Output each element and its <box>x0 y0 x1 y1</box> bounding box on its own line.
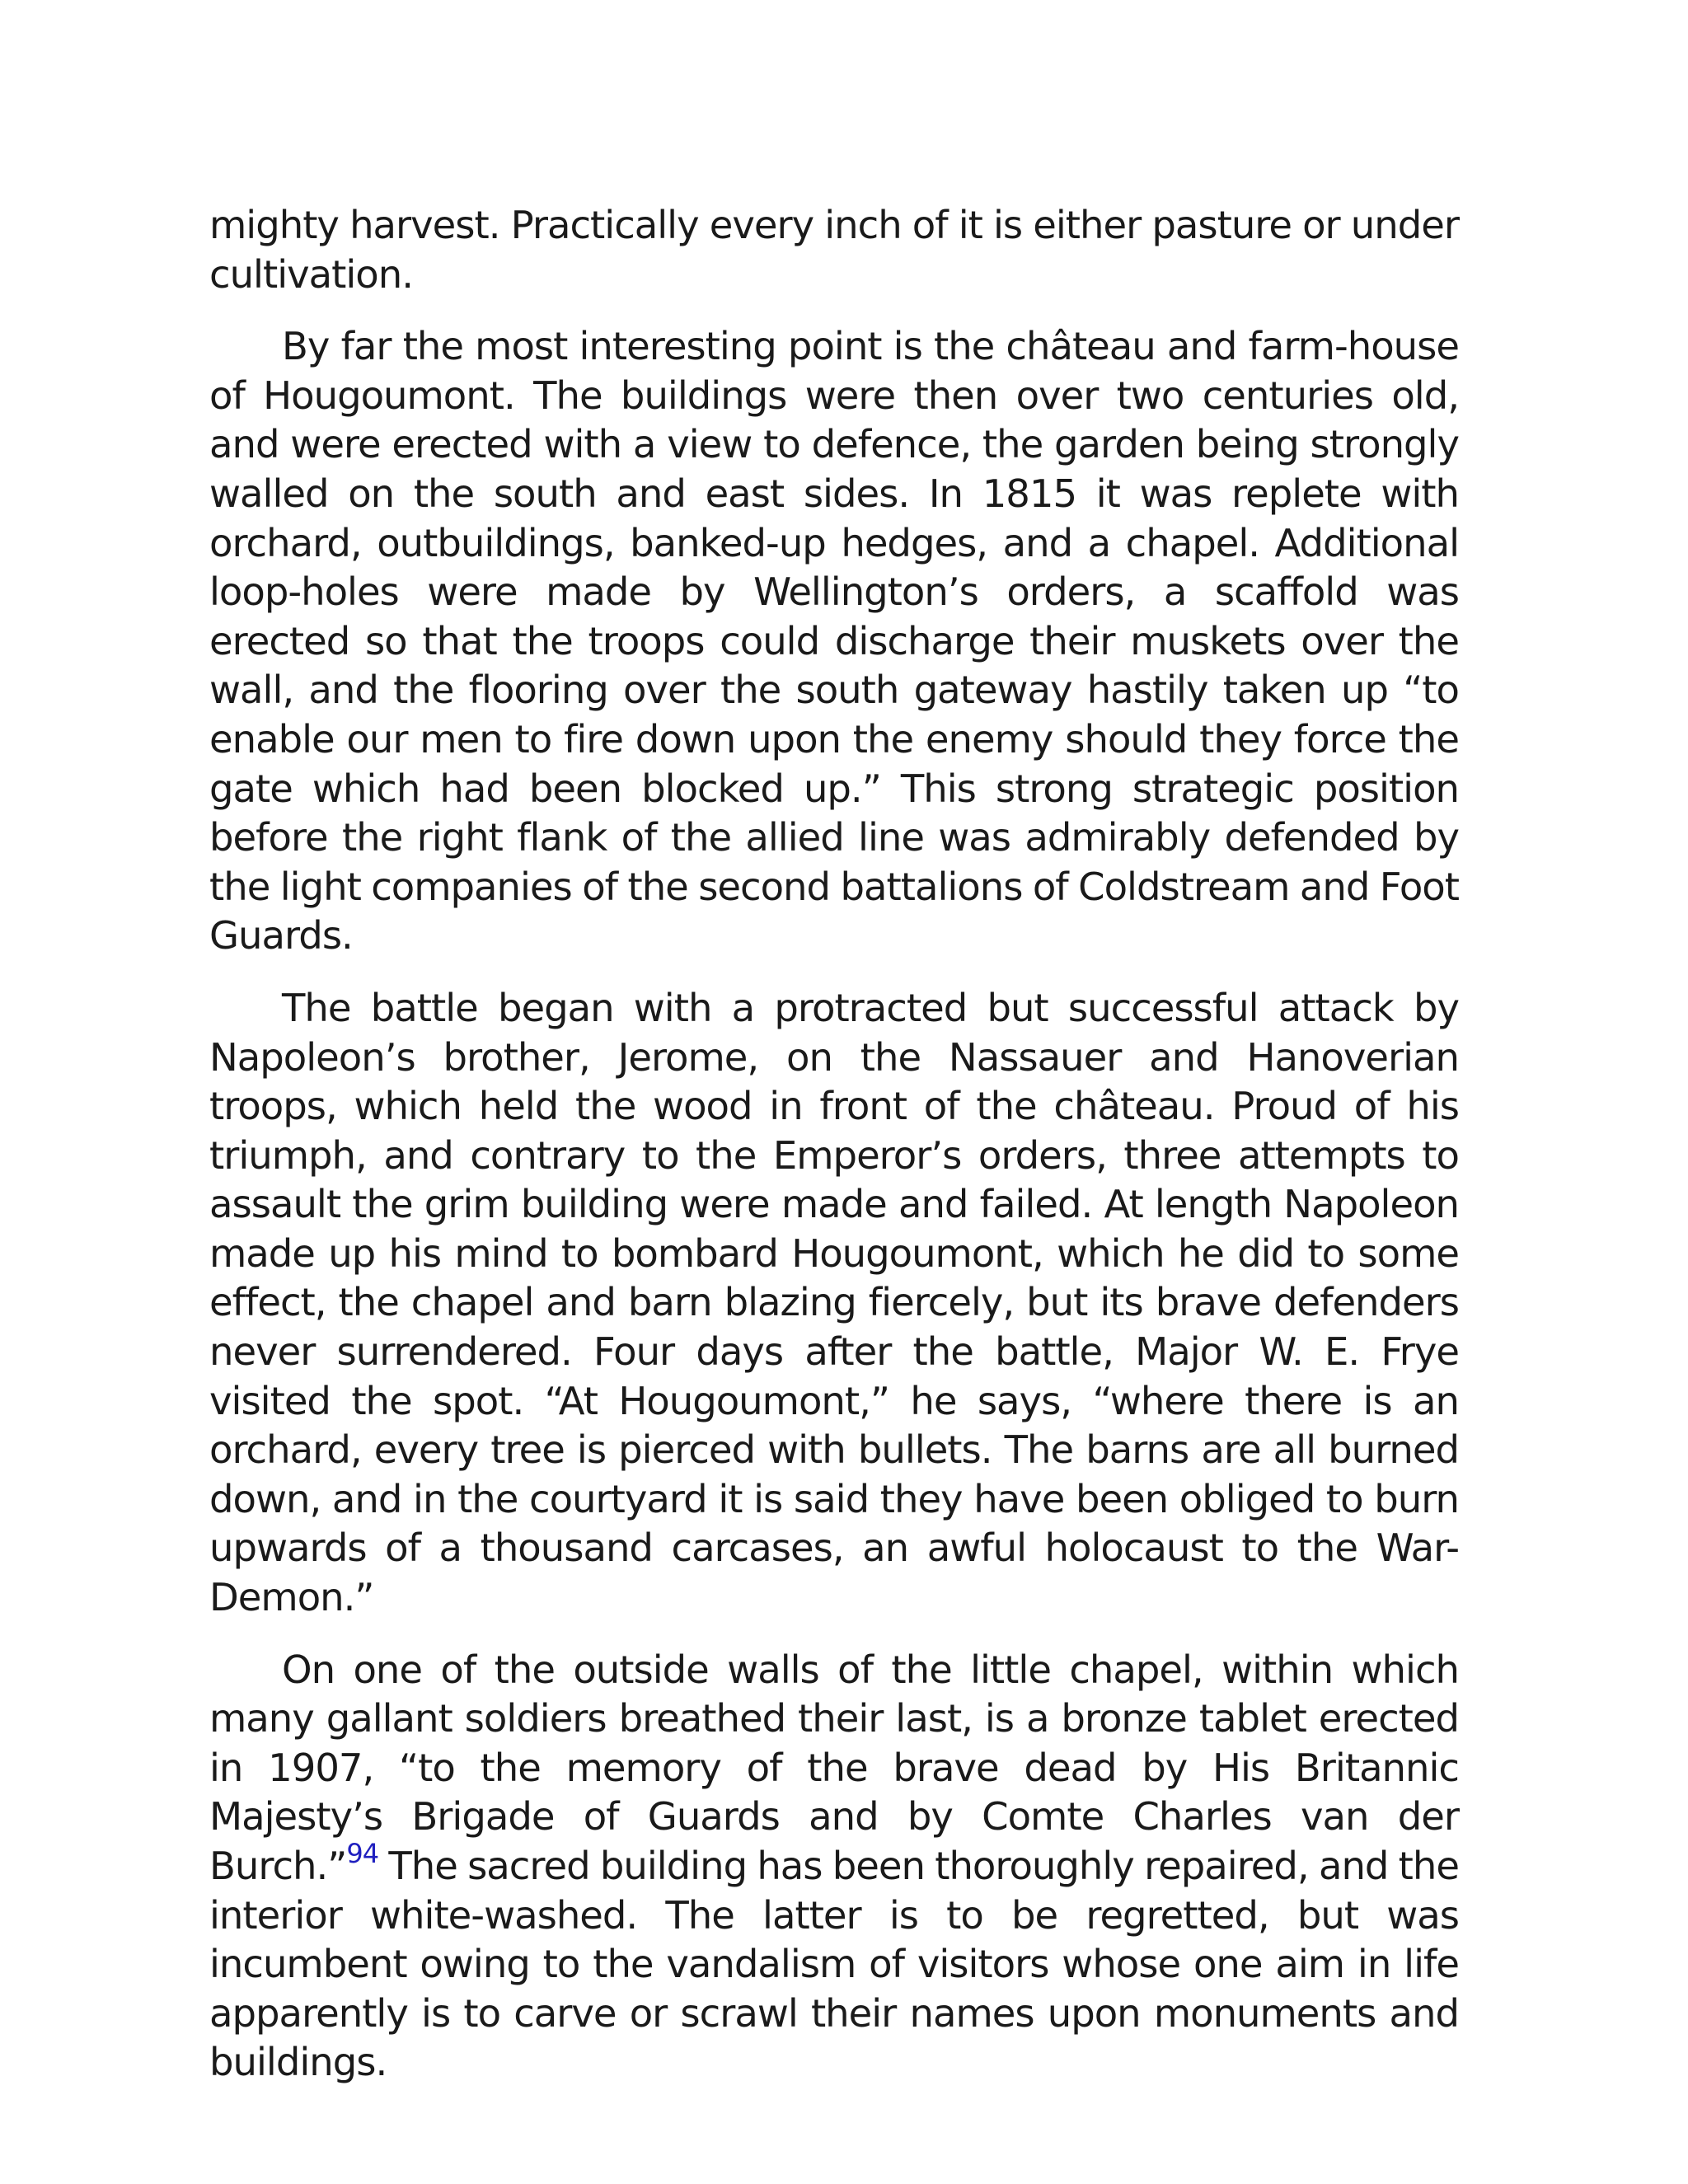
page-body <box>209 201 1459 2111</box>
paragraph-hougoumont: By far the most interesting point is the château and farm-house of Hougoumont. The buildings were then over two centuries old, and were erected with a view to defence, the garden being strongly walled on the south and east sides. In 1815 it was replete with orchard, outbuildings, banked-up hedges, and a chapel. Additional loop-holes were made by Wellington’s orders, a scaffold was erected so that the troops could discharge their muskets over the wall, and the flooring over the south gateway hastily taken up “to enable our men to fire down upon the enemy should they force the gate which had been blocked up.” This strong strategic position before the right flank of the allied line was admirably defended by the light companies of the second battalions of Coldstream and Foot Guards. <box>209 324 1459 958</box>
paragraph-continuation: mighty harvest. Practically every inch of it is either pasture or under cultivation. <box>209 203 1459 297</box>
chapel-text-after: The sacred building has been thoroughly repaired, and the interior white-washed. The latter is to be regretted, but was incumbent owing to the vandalism of visitors whose one aim in life apparently is to carve or scrawl their names upon monuments and buildings. <box>209 1844 1459 2085</box>
paragraph-chapel <box>209 1646 1459 2088</box>
footnote-link-94[interactable]: 94 <box>346 1838 379 1869</box>
chapel-text-before: On one of the outside walls of the little chapel, within which many gallant soldiers breathed their last, is a bronze tablet erected in 1907, “to the memory of the brave dead by His Britannic Majesty’s Brigade of Guards and by Comte Charles van der Burch.” <box>209 1647 1459 1888</box>
paragraph-battle: The battle began with a protracted but successful attack by Napoleon’s brother, Jerome, on the Nassauer and Hanoverian troops, which held the wood in front of the château. Proud of his triumph, and contrary to the Emperor’s orders, three attempts to assault the grim building were made and failed. At length Napoleon made up his mind to bombard Hougoumont, which he did to some effect, the chapel and barn blazing fiercely, but its brave defenders never surrendered. Four days after the battle, Major W. E. Frye visited the spot. “At Hougoumont,” he says, “where there is an orchard, every tree is pierced with bullets. The barns are all burned down, and in the courtyard it is said they have been obliged to burn upwards of a thousand carcases, an awful holocaust to the War-Demon.” <box>209 985 1459 1620</box>
